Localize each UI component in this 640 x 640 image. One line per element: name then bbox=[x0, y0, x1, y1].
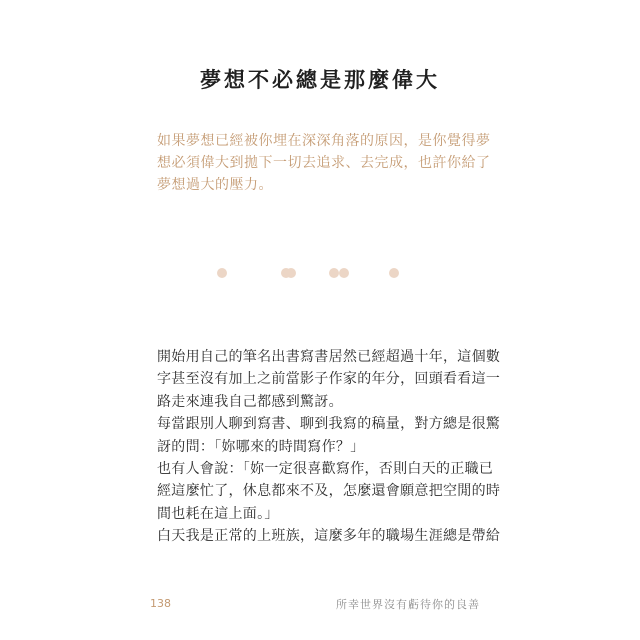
dot-ornament bbox=[217, 268, 227, 278]
body-line: 路走來連我自己都感到驚訝。 bbox=[157, 393, 343, 410]
running-footer-title: 所幸世界沒有虧待你的良善 bbox=[336, 598, 480, 611]
body-line: 經這麼忙了，休息都來不及，怎麼還會願意把空閒的時 bbox=[157, 483, 501, 500]
body-line: 訝的問：「妳哪來的時間寫作？」 bbox=[157, 438, 365, 455]
body-line: 間也耗在這上面。」 bbox=[157, 505, 279, 522]
page-number: 138 bbox=[150, 597, 171, 610]
intro-line: 想必須偉大到拋下一切去追求、去完成，也許你給了 bbox=[157, 155, 491, 171]
intro-paragraph bbox=[157, 130, 491, 196]
body-paragraph bbox=[157, 346, 501, 548]
chapter-title: 夢想不必總是那麼偉大 bbox=[200, 68, 440, 92]
body-line: 每當跟別人聊到寫書、聊到我寫的稿量，對方總是很驚 bbox=[157, 416, 501, 433]
intro-line: 如果夢想已經被你埋在深深角落的原因，是你覺得夢 bbox=[157, 133, 491, 149]
dot-ornament bbox=[389, 268, 399, 278]
body-line: 開始用自己的筆名出書寫書居然已經超過十年，這個數 bbox=[157, 349, 501, 365]
dot-ornament bbox=[329, 268, 339, 278]
intro-line: 夢想過大的壓力。 bbox=[157, 177, 273, 193]
body-line: 也有人會說：「妳一定很喜歡寫作，否則白天的正職已 bbox=[157, 461, 494, 478]
body-line: 字甚至沒有加上之前當影子作家的年分，回頭看看這一 bbox=[157, 371, 501, 388]
dot-ornament bbox=[286, 268, 296, 278]
decorative-dots bbox=[0, 268, 640, 280]
body-line: 白天我是正常的上班族，這麼多年的職場生涯總是帶給 bbox=[157, 528, 501, 545]
dot-ornament bbox=[339, 268, 349, 278]
